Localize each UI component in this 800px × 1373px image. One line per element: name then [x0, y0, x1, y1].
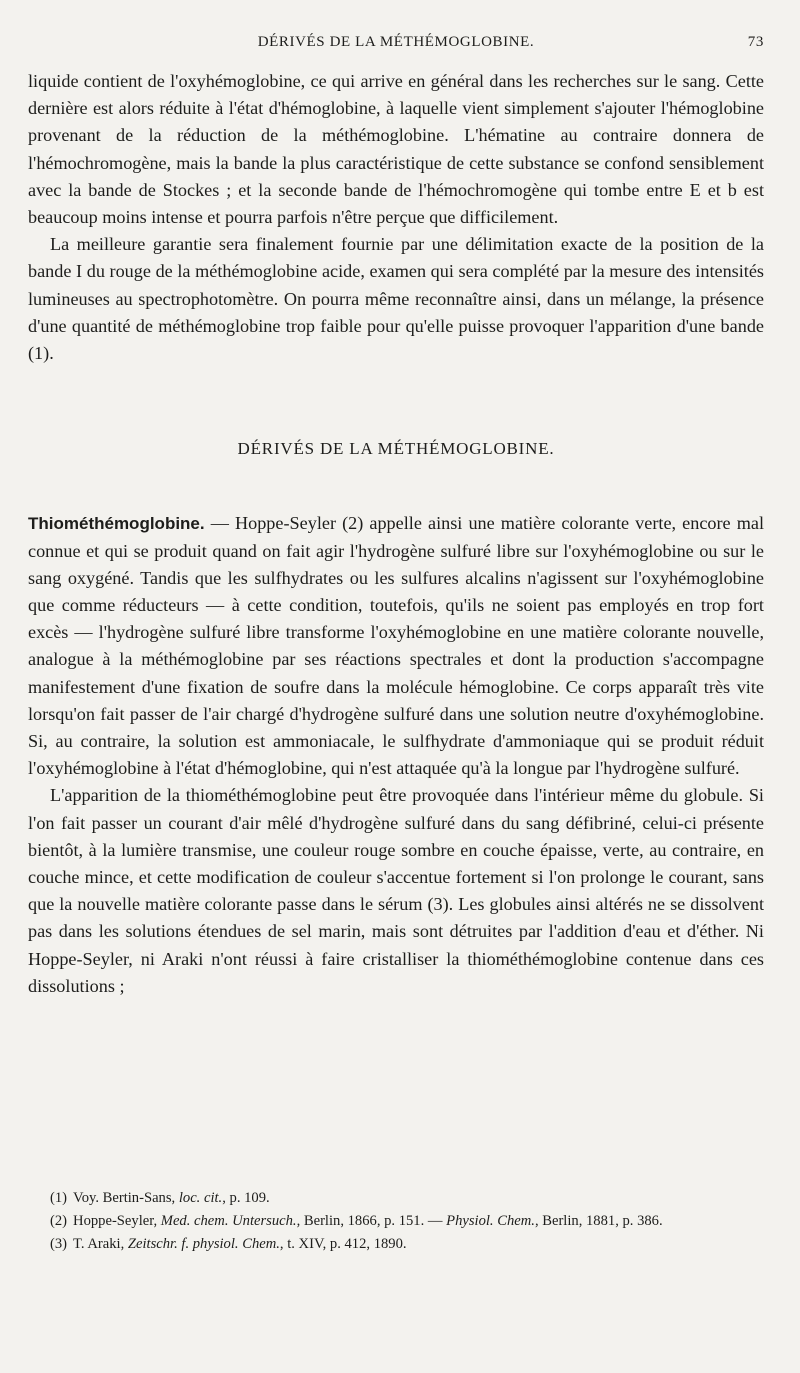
section-title: DÉRIVÉS DE LA MÉTHÉMOGLOBINE.: [237, 439, 555, 459]
book-page: [28, 0, 764, 1373]
paragraph-apparition: L'apparition de la thiométhémoglobine peut être provoquée dans l'intérieur même du globule. Si l'on fait passer un courant d'air mêlé d'hydrogène sulfuré dans du sang défibriné, celui-ci présente bientôt, à la lumière transmise, une couleur rouge sombre en couche épaisse, verte, au contraire, en couche mince, et cette modification de couleur s'accentue fortement si l'on prolonge le courant, sans que la nouvelle matière colorante passe dans le sérum (3). Les globules ainsi altérés ne se dissolvent pas dans les solutions étendues de sel marin, mais sont détruites par l'addition d'eau et d'éther. Ni Hoppe-Seyler, ni Araki n'ont réussi à faire cristalliser la thiométhémoglobine contenue dans ces dissolutions ;: [28, 785, 764, 996]
footnote-text: , t. XIV, p. 412, 1890.: [279, 1236, 407, 1252]
footnote-text: Hoppe-Seyler,: [73, 1213, 161, 1229]
footnote-citation: Med. chem. Untersuch.: [160, 1213, 297, 1229]
footnote-citation: Physiol. Chem.: [446, 1213, 535, 1229]
footnote-citation: Zeitschr. f. physiol. Chem.: [127, 1236, 280, 1252]
running-head: [28, 34, 764, 56]
footnote-text: Voy. Bertin-Sans,: [73, 1190, 179, 1206]
footnote-text: , Berlin, 1866, p. 151. —: [296, 1213, 447, 1229]
footnote-number: (2): [50, 1213, 68, 1229]
page-number: 73: [747, 34, 764, 50]
paragraph-continued: liquide contient de l'oxyhémoglobine, ce qui arrive en général dans les recherches sur le sang. Cette dernière est alors réduite à l'état d'hémoglobine, à laquelle vient simplement s'ajouter l'hémoglobine provenant de la réduction de la méthémoglobine. L'hématine au contraire donnera de l'hémochromogène, mais la bande la plus caractéristique de cette substance se confond sensiblement avec la bande de Stockes ; et la seconde bande de l'hémochromogène qui tombe entre E et b est beaucoup moins intense et pourra parfois n'être perçue que difficilement.: [28, 71, 764, 228]
footnote-text: , Berlin, 1881, p. 386.: [534, 1213, 663, 1229]
footnote-text: T. Araki,: [73, 1236, 128, 1252]
footnote-1: [28, 1188, 764, 1209]
footnote-number: (1): [50, 1190, 68, 1206]
paragraph-thiomethemoglobine: [28, 510, 764, 782]
running-title: DÉRIVÉS DE LA MÉTHÉMOGLOBINE.: [257, 34, 535, 50]
footnote-number: (3): [50, 1236, 68, 1252]
body-text: [28, 68, 764, 1000]
footnotes: [28, 1188, 764, 1257]
footnote-3: [28, 1234, 764, 1255]
footnote-citation: loc. cit.: [178, 1190, 223, 1206]
paragraph-thiomethemoglobine-text: — Hoppe-Seyler (2) appelle ainsi une matière colorante verte, encore mal connue et qui se produit quand on fait agir l'hydrogène sulfuré libre sur l'oxyhémoglobine ou sur le sang oxygéné. Tandis que les sulfhydrates ou les sulfures alcalins n'agissent sur l'oxyhémoglobine que comme réducteurs — à cette condition, toutefois, qu'ils ne soient pas employés en trop fort excès — l'hydrogène sulfuré libre transforme l'oxyhémoglobine en une matière colorante nouvelle, analogue à la méthémoglobine par ses réactions spectrales et dont la production s'accompagne manifestement d'une fixation de soufre dans la molécule hémoglobine. Ce corps apparaît très vite lorsqu'on fait passer de l'air chargé d'hydrogène sulfuré dans une solution neutre d'oxyhémoglobine. Si, au contraire, la solution est ammoniacale, le sulfhydrate d'ammoniaque qui se produit réduit l'oxyhémoglobine à l'état d'hémoglobine, qui n'est attaquée qu'à la longue par l'hydrogène sulfuré.: [28, 513, 764, 779]
footnote-2: [28, 1211, 764, 1232]
paragraph-guarantee: La meilleure garantie sera finalement fournie par une délimitation exacte de la position de la bande I du rouge de la méthémoglobine acide, examen qui sera complété par la mesure des intensités lumineuses au spectrophotomètre. On pourra même reconnaître ainsi, dans un mélange, la présence d'une quantité de méthémoglobine trop faible pour qu'elle puisse provoquer l'apparition d'une bande (1).: [28, 234, 764, 364]
footnote-text: , p. 109.: [222, 1190, 270, 1206]
term-heading: Thiométhémoglobine.: [28, 514, 205, 534]
